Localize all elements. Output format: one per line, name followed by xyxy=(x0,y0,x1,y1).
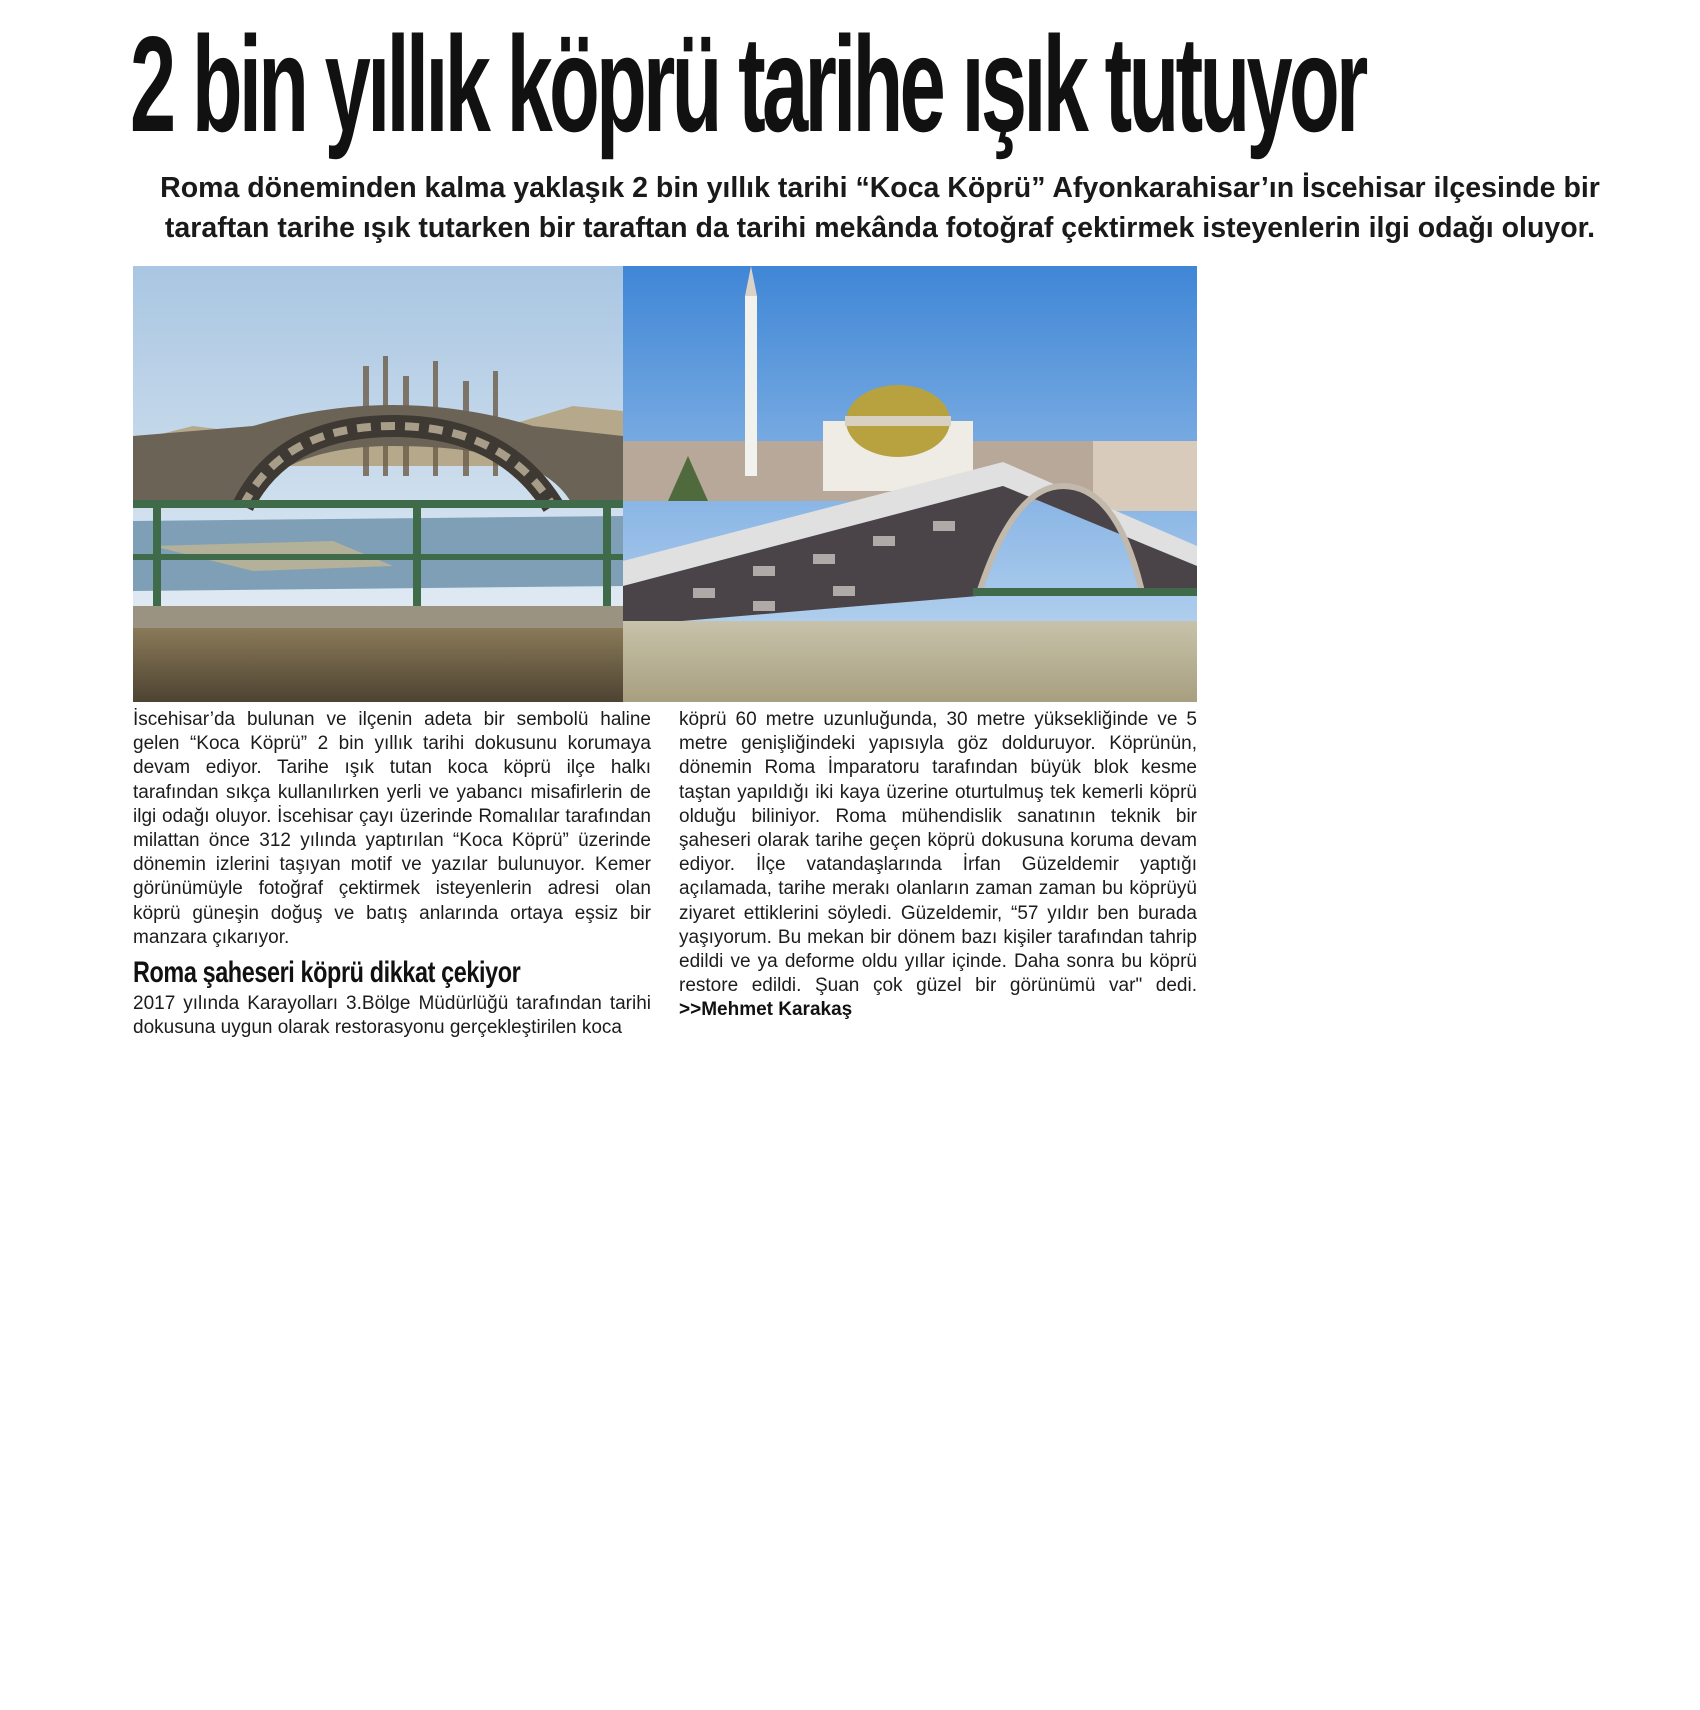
subheading: Roma şaheseri köprü dikkat çekiyor xyxy=(133,956,521,990)
byline: >>Mehmet Karakaş xyxy=(679,999,853,1021)
deck: Roma döneminden kalma yaklaşık 2 bin yıllık tarihi “Koca Köprü” Afyonkarahisar’ın İscehisar ilçesinde bir taraftan tarihe ışık tutarken bir taraftan da tarihi mekânda fotoğraf çektirmek isteyenlerin ilgi odağı oluyor. xyxy=(160,172,1600,244)
body-paragraph: 2017 yılında Karayolları 3.Bölge Müdürlüğü tarafından tarihi dokusuna uygun olarak restorasyonu gerçekleştirilen koca xyxy=(133,993,651,1039)
old-bridge-photo xyxy=(133,266,623,702)
body-text: köprü 60 metre uzunluğunda, 30 metre yüksekliğinde ve 5 metre genişliğindeki yapısıyla göz dolduruyor. Köprünün, dönemin Roma İmparatoru tarafından büyük blok kesme taştan yapıldığı iki kaya üzerine oturtulmuş tek kemerli köprü olduğu biliniyor. Roma mühendislik sanatının teknik bir şaheseri olarak tarihe geçen köprü dokusuna koruma devam ediyor. İlçe vatandaşlarında İrfan Güzeldemir yaptığı açılamada, tarihe merakı olanların zaman zaman bu köprüyü ziyaret ettiklerini söyledi. Güzeldemir, “57 yıldır ben burada yaşıyorum. Bu mekan bir dönem bazı kişiler tarafından tahrip edildi ve ya deforme oldu yıllar içinde. Daha sonra bu köprü restore edildi. Şuan çok güzel bir görünümü var" dedi. xyxy=(679,709,1197,997)
article-column-left xyxy=(133,708,651,1040)
restored-bridge-photo xyxy=(623,266,1197,702)
body-paragraph xyxy=(679,708,1197,1023)
photo-panel xyxy=(133,266,1197,702)
article-column-right xyxy=(679,708,1197,1023)
body-paragraph: İscehisar’da bulunan ve ilçenin adeta bir sembolü haline gelen “Koca Köprü” 2 bin yıllık tarihi dokusunu korumaya devam ediyor. Tarihe ışık tutan koca köprü ilçe halkı tarafından sıkça kullanılırken yerli ve yabancı misafirlerin de ilgi odağı oluyor. İscehisar çayı üzerinde Romalılar tarafından milattan önce 312 yılında yaptırılan “Koca Köprü” üzerinde dönemin izlerini taşıyan motif ve yazılar bulunuyor. Kemer görünümüyle fotoğraf çektirmek isteyenlerin adresi olan köprü güneşin doğuş ve batış anlarında ortaya eşsiz bir manzara çıkarıyor. xyxy=(133,709,651,948)
headline: 2 bin yıllık köprü tarihe ışık tutuyor xyxy=(130,8,1365,160)
